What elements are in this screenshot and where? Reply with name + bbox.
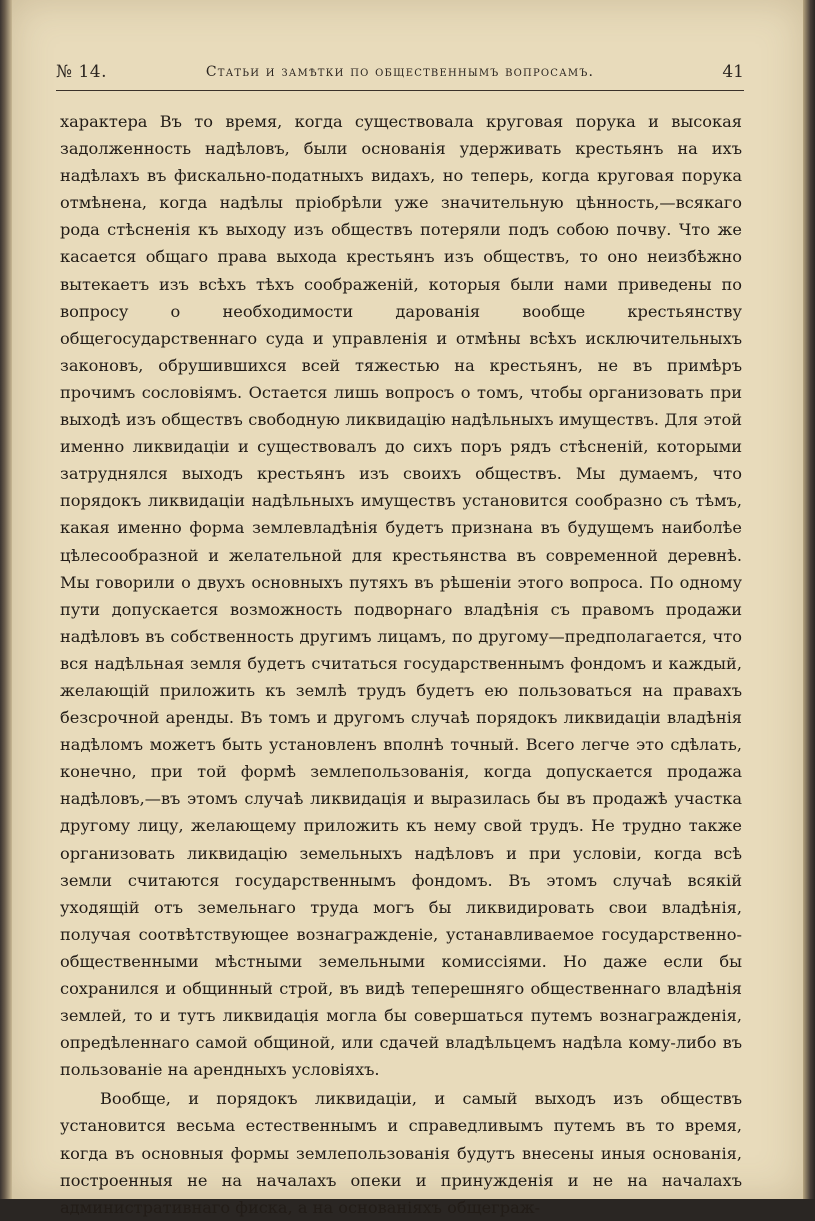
page-body-text — [60, 108, 742, 1221]
paragraph: характера Въ то время, когда существовала круговая порука и высокая задолженность надѣловъ, были основанія удерживать крестьянъ на ихъ надѣлахъ въ фискально-податныхъ видахъ, но теперь, когда круговая порука отмѣнена, когда надѣлы пріобрѣли уже значительную цѣнность,—всякаго рода стѣсненія къ выходу изъ обществъ потеряли подъ собою почву. Что же касается общаго права выхода крестьянъ изъ обществъ, то оно неизбѣжно вытекаетъ изъ всѣхъ тѣхъ соображеній, которыя были нами приведены по вопросу о необходимости дарованія вообще крестьянству общегосударственнаго суда и управленія и отмѣны всѣхъ исключительныхъ законовъ, обрушившихся всей тяжестью на крестьянъ, не въ примѣръ прочимъ сословіямъ. Остается лишь вопросъ о томъ, чтобы организовать при выходѣ изъ обществъ свободную ликвидацію надѣльныхъ имуществъ. Для этой именно ликвидаціи и существовалъ до сихъ поръ рядъ стѣсненій, которыми затруднялся выходъ крестьянъ изъ своихъ обществъ. Мы думаемъ, что порядокъ ликвидаціи надѣльныхъ имуществъ установится сообразно съ тѣмъ, какая именно форма землевладѣнія будетъ признана въ будущемъ наиболѣе цѣлесообразной и желательной для крестьянства въ современной деревнѣ. Мы говорили о двухъ основныхъ путяхъ въ рѣшеніи этого вопроса. По одному пути допускается возможность подворнаго владѣнія съ правомъ продажи надѣловъ въ собственность другимъ лицамъ, по другому—предполагается, что вся надѣльная земля будетъ считаться государственнымъ фондомъ и каждый, желающій приложить къ землѣ трудъ будетъ ею пользоваться на правахъ безсрочной аренды. Въ томъ и другомъ случаѣ порядокъ ликвидаціи владѣнія надѣломъ можетъ быть установленъ вполнѣ точный. Всего легче это сдѣлать, конечно, при той формѣ землепользованія, когда допускается продажа надѣловъ,—въ этомъ случаѣ ликвидація и выразилась бы въ продажѣ участка другому лицу, желающему приложить къ нему свой трудъ. Не трудно также организовать ликвидацію земельныхъ надѣловъ и при условіи, когда всѣ земли считаются государственнымъ фондомъ. Въ этомъ случаѣ всякій уходящій отъ земельнаго труда могъ бы ликвидировать свои владѣнія, получая соотвѣтствующее вознагражденіе, устанавливаемое государственно-общественными мѣстными земельными комиссіями. Но даже если бы сохранился и общинный строй, въ видѣ теперешняго общественнаго владѣнія землей, то и тутъ ликвидація могла бы совершаться путемъ вознагражденія, опредѣленнаго самой общиной, или сдачей владѣльцемъ надѣла кому-либо въ пользованіе на арендныхъ условіяхъ. — [60, 112, 742, 1080]
paragraph: Вообще, и порядокъ ликвидаціи, и самый выходъ изъ обществъ установится весьма естественнымъ и справедливымъ путемъ въ то время, когда въ основныя формы землепользованія будутъ внесены иныя основанія, построенныя не на началахъ опеки и принужденія и не на началахъ административнаго фиска, а на основаніяхъ общеграж- — [60, 1089, 742, 1217]
running-header — [56, 58, 744, 86]
running-title: Статьи и замѣтки по общественнымъ вопросамъ. — [205, 64, 595, 80]
header-rule — [56, 90, 744, 91]
book-spine-shadow — [0, 0, 12, 1199]
book-page — [12, 0, 803, 1217]
page-edge-shadow — [803, 0, 815, 1199]
issue-number: № 14. — [56, 62, 108, 82]
page-number: 41 — [722, 62, 744, 82]
